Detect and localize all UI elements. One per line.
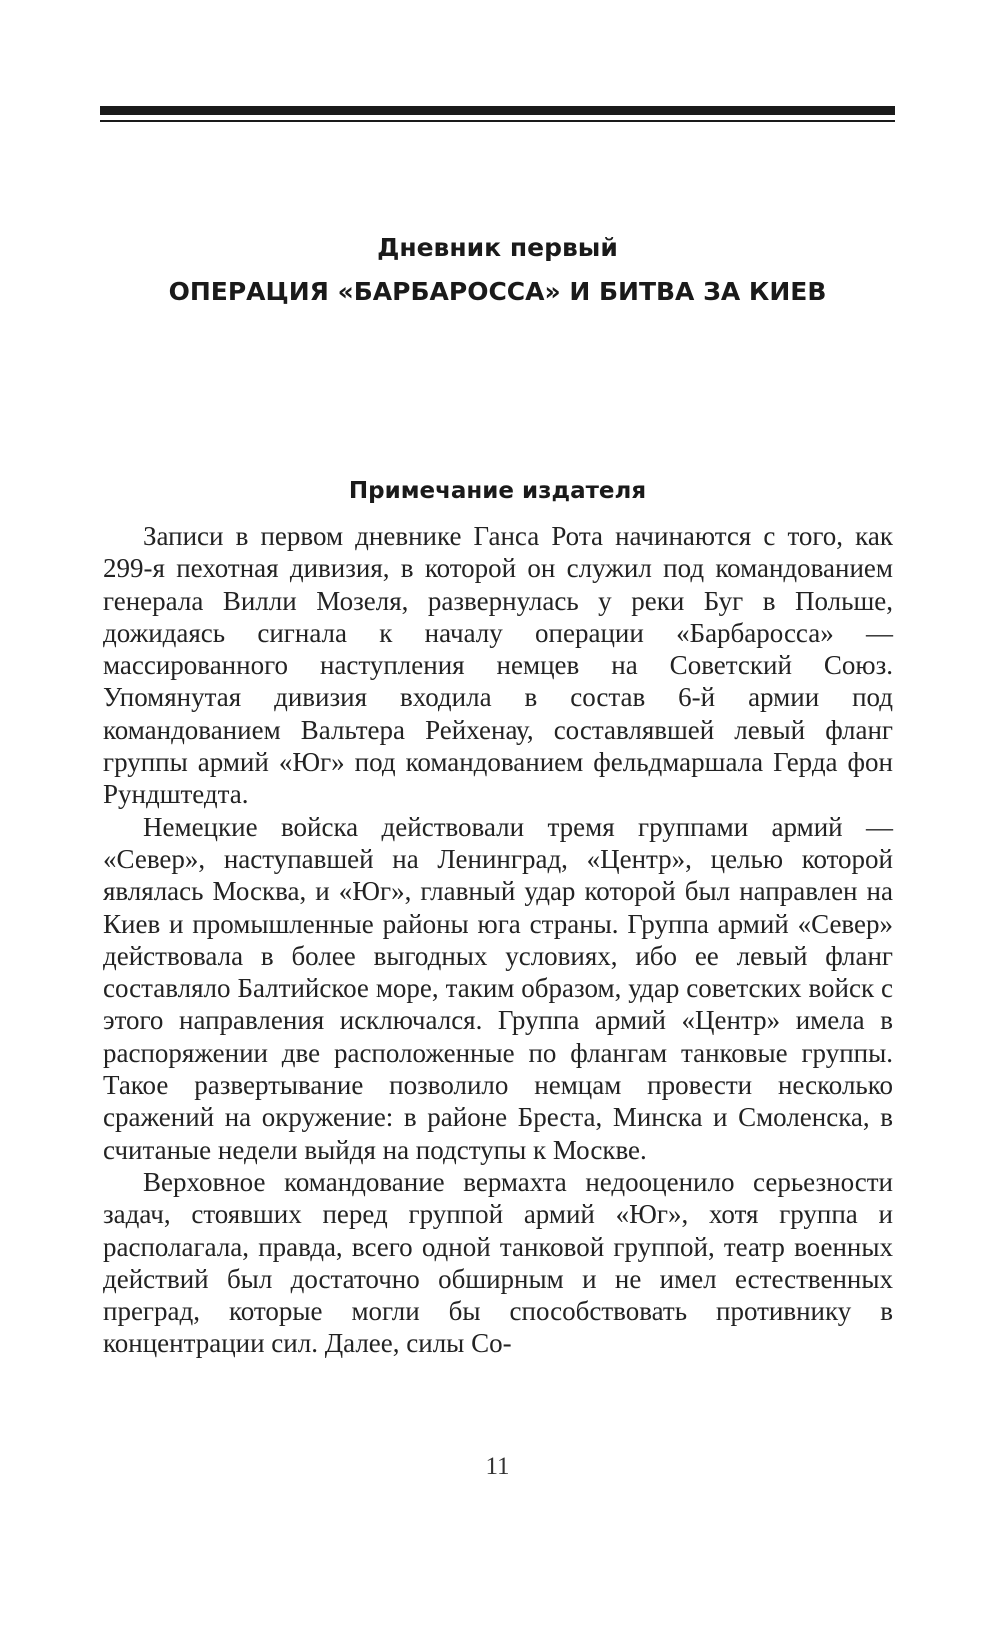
paragraph-2: Немецкие войска действовали тремя группами армий — «Север», наступавшей на Ленинград, «Центр», целью которой являлась Москва, и «Юг», главный удар которой был направлен на Киев и промышленные районы юга страны. Группа армий «Север» действовала в более выгодных условиях, ибо ее левый фланг составляло Балтийское море, таким образом, удар советских войск с этого направления исключался. Группа армий «Центр» имела в распоряжении две расположенные по флангам танковые группы. Такое развертывание позволило немцам провести несколько сражений на окружение: в районе Бреста, Минска и Смоленска, в считаные недели выйдя на подступы к Москве. [103,811,893,1165]
body-text [103,520,893,1360]
header-rule-thin [100,120,895,122]
chapter-subtitle: ОПЕРАЦИЯ «БАРБАРОССА» И БИТВА ЗА КИЕВ [168,277,827,306]
page-number: 11 [485,1453,510,1480]
paragraph-1: Записи в первом дневнике Ганса Рота начинаются с того, как 299-я пехотная дивизия, в которой он служил под командованием генерала Вилли Мозеля, развернулась у реки Буг в Польше, дожидаясь сигнала к началу операции «Барбаросса» — массированного наступления немцев на Советский Союз. Упомянутая дивизия входила в состав 6-й армии под командованием Вальтера Рейхенау, составлявшей левый фланг группы армий «Юг» под командованием фельдмаршала Герда фон Рундштедта. [103,521,893,810]
header-rule-thick [100,106,895,115]
chapter-diary-title: Дневник первый [377,233,618,262]
paragraph-3: Верховное командование вермахта недооценило серьезности задач, стоявших перед группой армий «Юг», хотя группа и располагала, правда, всего одной танковой группой, театр военных действий был достаточно обширным и не имел естественных преград, которые могли бы способствовать противнику в концентрации сил. Далее, силы Со- [103,1166,893,1359]
section-title: Примечание издателя [348,478,647,504]
